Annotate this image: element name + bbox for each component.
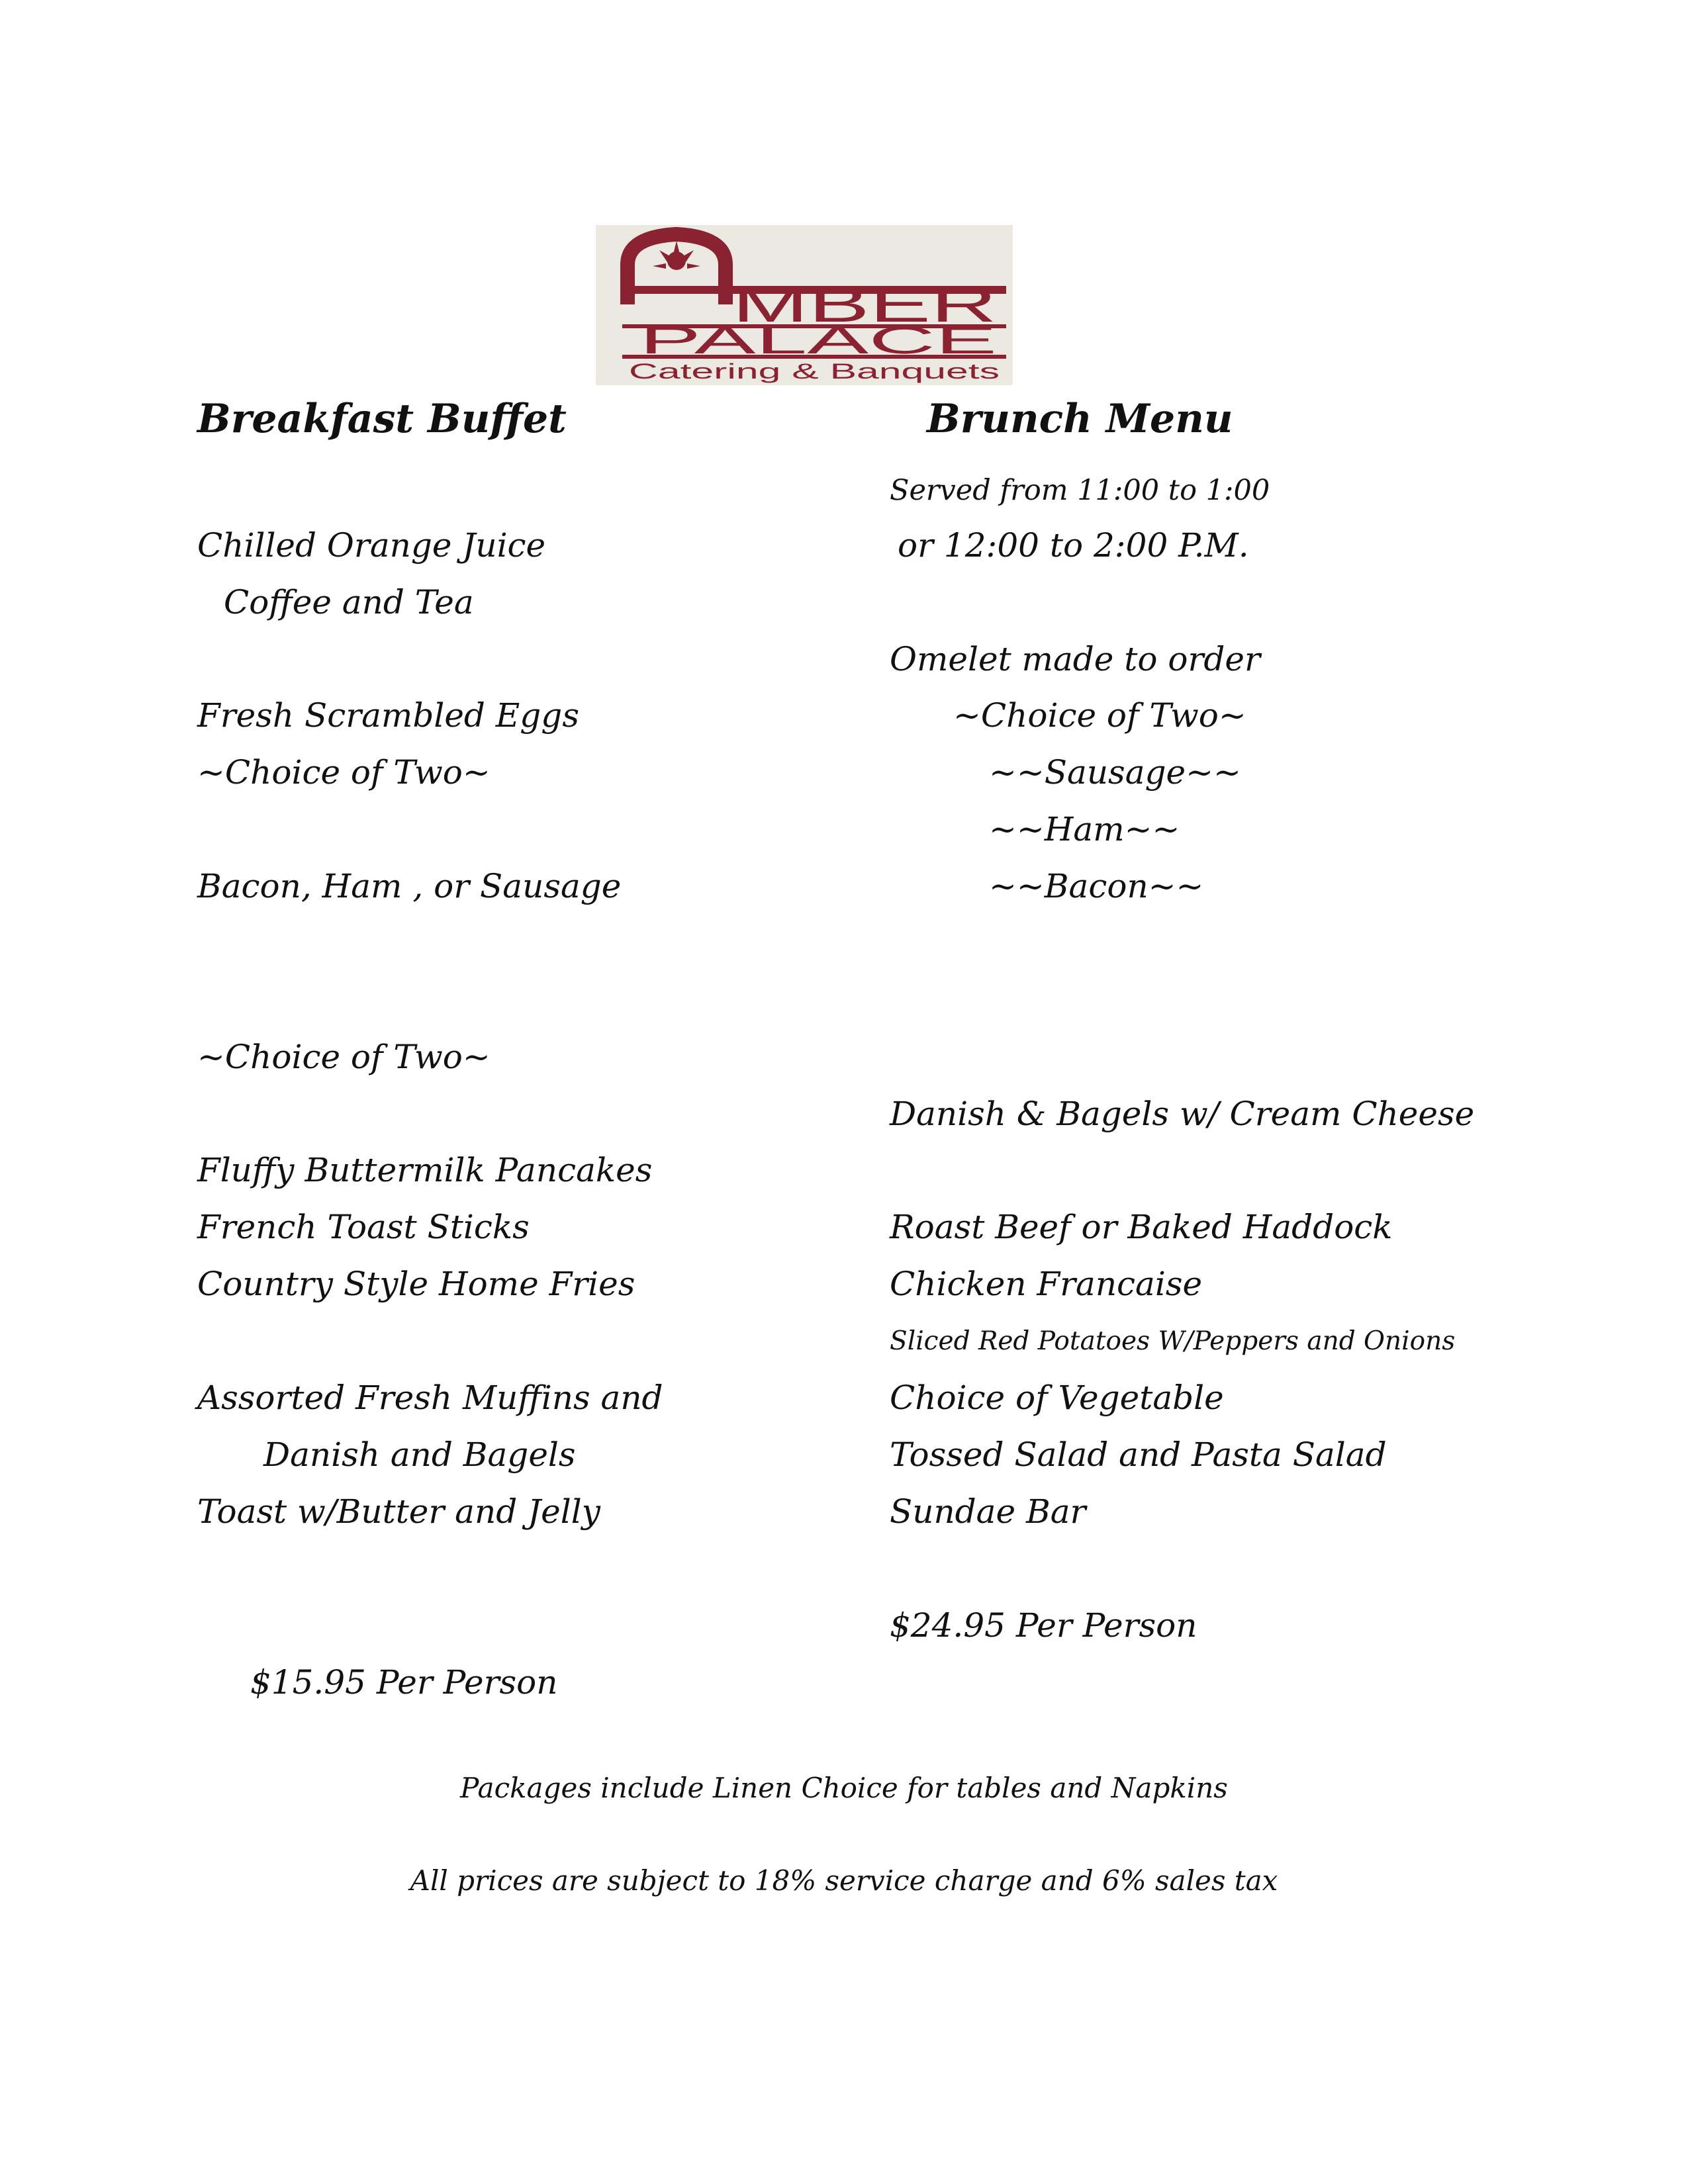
breakfast-item: Country Style Home Fries — [197, 1265, 635, 1303]
brunch-choice: ~Choice of Two~ — [953, 696, 1246, 735]
brunch-item: Choice of Vegetable — [890, 1379, 1224, 1417]
brunch-title: Brunch Menu — [927, 396, 1233, 442]
amber-palace-logo — [596, 225, 1013, 385]
breakfast-item: Fresh Scrambled Eggs — [197, 696, 579, 735]
brunch-option: ~~Bacon~~ — [989, 867, 1204, 905]
brunch-item: Sliced Red Potatoes W/Peppers and Onions — [890, 1326, 1456, 1356]
breakfast-title: Breakfast Buffet — [197, 396, 567, 442]
breakfast-item: French Toast Sticks — [197, 1208, 530, 1246]
logo-line3: Catering & Banquets — [629, 359, 1000, 383]
brunch-item: Tossed Salad and Pasta Salad — [890, 1435, 1387, 1474]
breakfast-item: Danish and Bagels — [263, 1435, 576, 1474]
brunch-served-time: Served from 11:00 to 1:00 — [890, 474, 1270, 507]
brunch-item: Sundae Bar — [890, 1492, 1086, 1531]
brunch-served-time: or 12:00 to 2:00 P.M. — [898, 526, 1249, 565]
brunch-item: Chicken Francaise — [890, 1265, 1203, 1303]
brunch-item: Danish & Bagels w/ Cream Cheese — [890, 1095, 1475, 1133]
brunch-item: Omelet made to order — [890, 640, 1260, 678]
footer-prices-note: All prices are subject to 18% service charge and 6% sales tax — [410, 1864, 1278, 1897]
breakfast-item: Bacon, Ham , or Sausage — [197, 867, 622, 905]
breakfast-item: Toast w/Butter and Jelly — [197, 1492, 600, 1531]
brunch-item: Roast Beef or Baked Haddock — [890, 1208, 1393, 1246]
footer-linen-note: Packages include Linen Choice for tables and Napkins — [460, 1772, 1228, 1804]
logo-line2: PALACE — [639, 319, 997, 362]
breakfast-choice: ~Choice of Two~ — [197, 1038, 491, 1076]
breakfast-choice: ~Choice of Two~ — [197, 753, 491, 792]
brunch-option: ~~Ham~~ — [989, 810, 1180, 848]
breakfast-item: Fluffy Buttermilk Pancakes — [197, 1151, 653, 1189]
brunch-option: ~~Sausage~~ — [989, 753, 1241, 792]
sunburst-icon — [653, 241, 700, 270]
breakfast-item: Coffee and Tea — [224, 583, 474, 621]
brunch-price: $24.95 Per Person — [890, 1606, 1197, 1645]
breakfast-item: Chilled Orange Juice — [197, 526, 546, 565]
breakfast-price: $15.95 Per Person — [250, 1663, 558, 1702]
logo-line1: MBER — [732, 277, 997, 333]
breakfast-item: Assorted Fresh Muffins and — [197, 1379, 663, 1417]
